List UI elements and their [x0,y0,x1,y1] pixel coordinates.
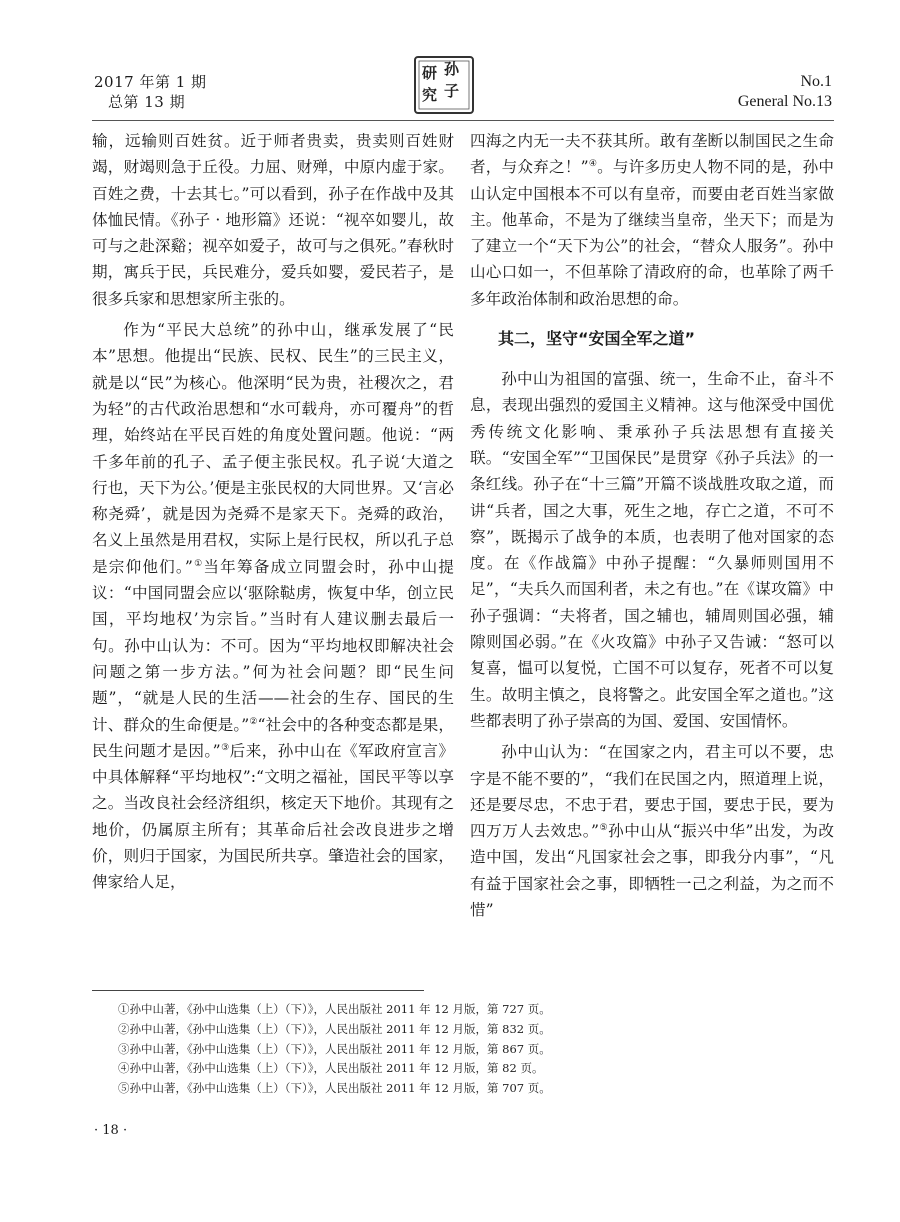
issue-info [94,72,207,112]
paragraph-text: 。与许多历史人物不同的是，孙中山认定中国根本不可以有皇帝，而要由老百姓当家做主。他革命，不是为了继续当皇帝，坐天下；而是为了建立一个“天下为公”的社会，“替众人服务”。孙中山心口如一，不但革除了清政府的命，也革除了两千多年政治体制和政治思想的命。 [470,158,834,308]
paragraph-text: 孙中山从“振兴中华”出发，为改造中国，发出“凡国家社会之事，即我分内事”，“凡有益于国家社会之事，即牺牲一己之利益，为之而不惜” [470,822,834,920]
footnote: ①孙中山著，《孙中山选集（上）（下）》，人民出版社 2011 年 12 月版，第 727 页。 [118,1002,551,1016]
issue-info-en [738,72,832,112]
paragraph [92,317,454,896]
right-column [470,128,834,923]
footnote-ref: ③ [220,742,230,753]
footnote: ③孙中山著，《孙中山选集（上）（下）》，人民出版社 2011 年 12 月版，第 867 页。 [118,1041,551,1056]
footnote: ⑤孙中山著，《孙中山选集（上）（下）》，人民出版社 2011 年 12 月版，第 707 页。 [118,1081,551,1096]
general-number-en: General No.13 [737,93,832,110]
paragraph-text: 后来，孙中山在《军政府宣言》中具体解释“平均地权”:“文明之福祉，国民平等以享之。当改良社会经济组织，核定天下地价。其现有之地价，仍属原主所有；其革命后社会改良进步之增价，则归于国家，为国民所共享。肇造社会的国家，俾家给人足， [92,741,454,892]
paragraph-text: 四海之内无一夫不获其所。敢有垄断以制国民之生命者，与众弃之！” [470,132,834,177]
footnotes [118,1000,551,1099]
page-number: · 18 · [94,1123,128,1138]
logo-char-sun: 孙 [444,60,460,78]
footnote-divider [92,990,424,991]
issue-number-en: No.1 [800,73,832,90]
footnote-ref: ⑤ [599,822,609,833]
paragraph-text: 当年筹备成立同盟会时，孙中山提议：“中国同盟会应以‘驱除鞑虏，恢复中华，创立民国，平均地权’为宗旨。”当时有人建议删去最后一句。孙中山认为：不可。因为“平均地权即解决社会问题之第一步方法。”何为社会问题？即“民生问题”，“就是人民的生活——社会的生存、国民的生计、群众的生命便是。” [92,557,454,734]
logo-char-zi: 子 [444,82,460,100]
paragraph-text: 作为“平民大总统”的孙中山，继承发展了“民本”思想。他提出“民族、民权、民生”的三民主义，就是以“民”为核心。他深明“民为贵，社稷次之，君为轻”的古代政治思想和“水可载舟，亦可覆舟”的哲理，始终站在平民百姓的角度处置问题。他说：“两千多年前的孔子、孟子便主张民权。孔子说‘大道之行也，天下为公。’便是主张民权的大同世界。又‘言必称尧舜’，就是因为尧舜不是家天下。尧舜的政治，名义上虽然是用君权，实际上是行民权，所以孔子总是宗仰他们。” [92,321,454,576]
logo-char-jiu: 究 [422,86,438,104]
footnote-ref: ④ [588,159,598,170]
header-divider [92,120,834,121]
total-issue-number: 总第 13 期 [108,93,186,111]
paragraph [470,128,834,312]
section-title: 其二，坚守“安国全军之道” [498,329,696,349]
paragraph-text: 孙中山认为：“在国家之内，君主可以不要，忠字是不能不要的”，“我们在民国之内，照道理上说，还是要尽忠，不忠于君，要忠于国，要忠于民，要为四万万人去效忠。” [470,743,834,841]
logo-char-yan: 研 [422,64,438,82]
footnote: ④孙中山著，《孙中山选集（上）（下）》，人民出版社 2011 年 12 月版，第 82 页。 [118,1061,544,1076]
paragraph: 孙中山为祖国的富强、统一，生命不止，奋斗不息，表现出强烈的爱国主义精神。这与他深受中国优秀传统文化影响、秉承孙子兵法思想有直接关联。“安国全军”“卫国保民”是贯穿《孙子兵法》的一条红线。孙子在“十三篇”开篇不谈战胜攻取之道，而讲“兵者，国之大事，死生之地，存亡之道，不可不察”，既揭示了战争的本质，也表明了他对国家的态度。在《作战篇》中孙子提醒：“久暴师则国用不足”，“夫兵久而国利者，未之有也。”在《谋攻篇》中孙子强调：“夫将者，国之辅也，辅周则国必强，辅隙则国必弱。”在《火攻篇》中孙子又告诫：“怒可以复喜，愠可以复悦，亡国不可以复存，死者不可以复生。故明主慎之，良将警之。此安国全军之道也。”这些都表明了孙子崇高的为国、爱国、安国情怀。 [470,370,834,730]
paragraph: 输，远输则百姓贫。近于师者贵卖，贵卖则百姓财竭，财竭则急于丘役。力屈、财殚，中原内虚于家。百姓之费，十去其七。”可以看到，孙子在作战中及其体恤民情。《孙子 · 地形篇》还说：“视卒如婴儿，故可与之赴深谿；视卒如爱子，故可与之俱死。”春秋时期，寓兵于民，兵民难分，爱兵如婴，爱民若子，是很多兵家和思想家所主张的。 [92,132,454,308]
paragraph-text: “社会中的各种变态都是果，民生问题才是因。” [92,715,454,760]
footnote: ②孙中山著，《孙中山选集（上）（下）》，人民出版社 2011 年 12 月版，第 832 页。 [118,1021,551,1036]
journal-logo [414,56,474,114]
footnote-ref: ② [249,716,258,727]
issue-number: 2017 年第 1 期 [94,73,207,91]
paragraph [470,739,834,923]
footnote-ref: ① [192,558,204,569]
left-column [92,128,454,896]
